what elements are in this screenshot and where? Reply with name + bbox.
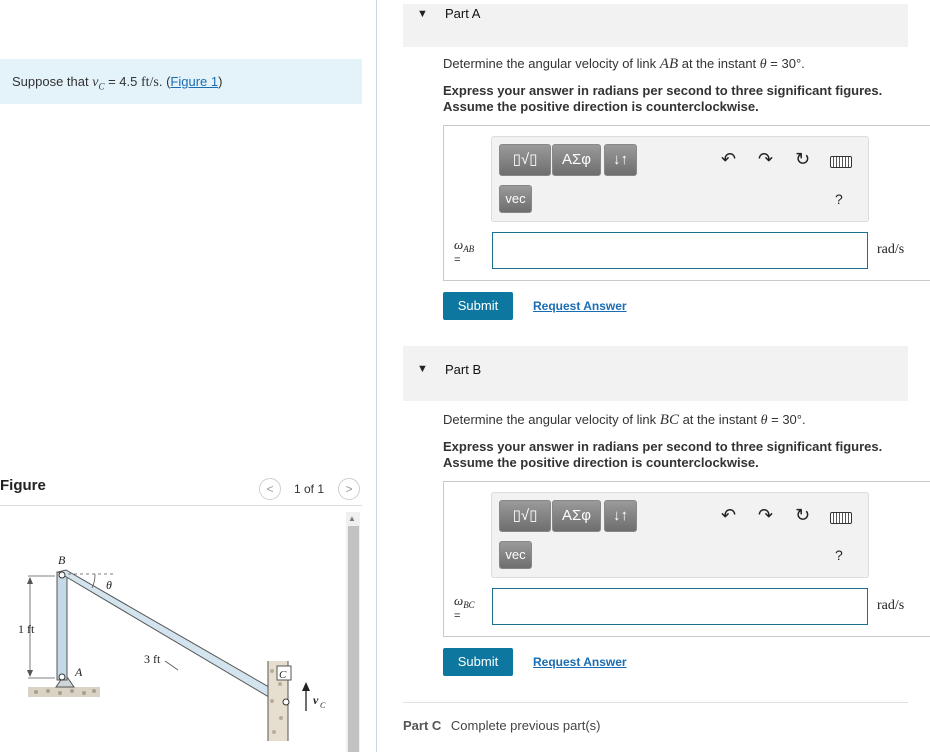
ground-hatch xyxy=(28,687,100,697)
equals-sign: = xyxy=(454,610,461,623)
part-b-submit-button[interactable]: Submit xyxy=(443,648,513,676)
label-height: 1 ft xyxy=(18,622,35,636)
part-a-question xyxy=(443,56,805,73)
scroll-up-arrow-icon[interactable]: ▲ xyxy=(348,514,356,523)
redo-icon[interactable]: ↷ xyxy=(758,149,774,169)
part-b-math-toolbar xyxy=(491,492,869,578)
part-a-header[interactable] xyxy=(403,4,908,47)
question-theta: θ xyxy=(760,413,768,428)
figure-pager: 1 of 1 xyxy=(294,482,325,496)
greek-symbols-button[interactable]: ΑΣφ xyxy=(552,144,601,176)
question-angle: = 30° xyxy=(766,56,802,71)
question-end: . xyxy=(802,412,806,427)
question-theta: θ xyxy=(759,57,767,72)
part-a-variable-label xyxy=(454,237,474,266)
figure-link[interactable]: Figure 1 xyxy=(170,74,219,89)
figure-title: Figure xyxy=(0,477,46,494)
given-close: ) xyxy=(218,74,223,89)
given-banner xyxy=(0,59,362,104)
column-divider xyxy=(376,0,377,752)
omega-symbol: ω xyxy=(454,593,464,608)
figure-scroll-thumb[interactable] xyxy=(348,526,359,752)
pin-a xyxy=(59,674,65,680)
question-text: Determine the angular velocity of link xyxy=(443,412,660,427)
part-c-label: Part C xyxy=(403,718,442,733)
arrows-button[interactable]: ↓↑ xyxy=(604,144,637,176)
templates-button[interactable]: ▯√▯ xyxy=(499,500,551,532)
part-a-unit: rad/s xyxy=(877,242,905,257)
label-v: v xyxy=(313,693,319,707)
collapse-triangle-icon[interactable]: ▼ xyxy=(417,8,428,20)
question-text: Determine the angular velocity of link xyxy=(443,56,660,71)
instruction-line: Assume the positive direction is counterclockwise. xyxy=(443,455,759,470)
link-ab xyxy=(57,572,67,680)
link-bc xyxy=(58,570,288,706)
pin-c xyxy=(283,699,289,705)
label-a: A xyxy=(75,665,83,679)
given-var: v xyxy=(92,75,99,90)
keyboard-icon[interactable] xyxy=(830,156,852,168)
given-var-sub: C xyxy=(98,81,105,92)
part-a-submit-button[interactable]: Submit xyxy=(443,292,513,320)
label-length: 3 ft xyxy=(144,652,161,666)
help-button[interactable]: ? xyxy=(835,191,843,207)
pin-b xyxy=(59,572,65,578)
question-text: at the instant xyxy=(678,56,760,71)
part-b-variable-label xyxy=(454,593,475,622)
greek-symbols-button[interactable]: ΑΣφ xyxy=(552,500,601,532)
part-a-request-answer-link[interactable]: Request Answer xyxy=(533,299,627,313)
part-a-instructions xyxy=(443,83,882,115)
figure-panel xyxy=(0,505,362,752)
part-b-answer-input[interactable] xyxy=(492,588,868,625)
undo-icon[interactable]: ↶ xyxy=(721,505,737,525)
instruction-line: Assume the positive direction is counterclockwise. xyxy=(443,99,759,114)
given-prefix: Suppose that xyxy=(12,74,93,89)
redo-icon[interactable]: ↷ xyxy=(758,505,774,525)
keyboard-icon[interactable] xyxy=(830,512,852,524)
part-b-question xyxy=(443,412,806,429)
help-button[interactable]: ? xyxy=(835,547,843,563)
collapse-triangle-icon[interactable]: ▼ xyxy=(417,363,428,375)
templates-button[interactable]: ▯√▯ xyxy=(499,144,551,176)
question-end: . xyxy=(801,56,805,71)
part-c-divider xyxy=(403,702,908,703)
omega-symbol: ω xyxy=(454,237,464,252)
label-c: C xyxy=(279,669,287,681)
instruction-line: Express your answer in radians per second to three significant figures. xyxy=(443,83,883,98)
omega-sub: BC xyxy=(463,600,475,611)
part-a-answer-input[interactable] xyxy=(492,232,868,269)
arrows-button[interactable]: ↓↑ xyxy=(604,500,637,532)
question-link-name: AB xyxy=(659,56,679,72)
omega-sub: AB xyxy=(463,244,475,255)
part-a-title: Part A xyxy=(445,6,481,21)
part-b-request-answer-link[interactable]: Request Answer xyxy=(533,655,627,669)
prev-figure-button[interactable] xyxy=(259,478,281,500)
next-figure-button[interactable] xyxy=(338,478,360,500)
question-text: at the instant xyxy=(678,412,761,427)
part-c-row xyxy=(403,718,600,733)
undo-icon[interactable]: ↶ xyxy=(721,149,737,169)
part-c-status: Complete previous part(s) xyxy=(450,718,601,733)
part-a-math-toolbar xyxy=(491,136,869,222)
mechanism-figure xyxy=(0,506,346,752)
label-b: B xyxy=(58,553,66,567)
question-link-name: BC xyxy=(659,412,679,428)
given-suffix: . ( xyxy=(158,74,171,89)
instruction-line: Express your answer in radians per second to three significant figures. xyxy=(443,439,883,454)
chevron-left-icon: < xyxy=(266,482,274,496)
part-b-header[interactable] xyxy=(403,346,908,401)
part-b-unit: rad/s xyxy=(877,598,905,613)
reset-icon[interactable]: ↻ xyxy=(795,505,811,525)
vec-button[interactable]: vec xyxy=(499,541,532,569)
reset-icon[interactable]: ↻ xyxy=(795,149,811,169)
chevron-right-icon: > xyxy=(345,482,353,496)
length-leader xyxy=(165,661,178,670)
vec-button[interactable]: vec xyxy=(499,185,532,213)
label-theta: θ xyxy=(106,578,112,592)
given-unit: ft/s xyxy=(140,75,159,90)
part-b-instructions xyxy=(443,439,882,471)
label-v-sub: C xyxy=(320,701,326,710)
part-b-title: Part B xyxy=(445,362,482,377)
given-text xyxy=(12,74,222,92)
question-angle: = 30° xyxy=(767,412,802,427)
given-value: = 4.5 xyxy=(104,74,141,89)
equals-sign: = xyxy=(454,254,461,267)
